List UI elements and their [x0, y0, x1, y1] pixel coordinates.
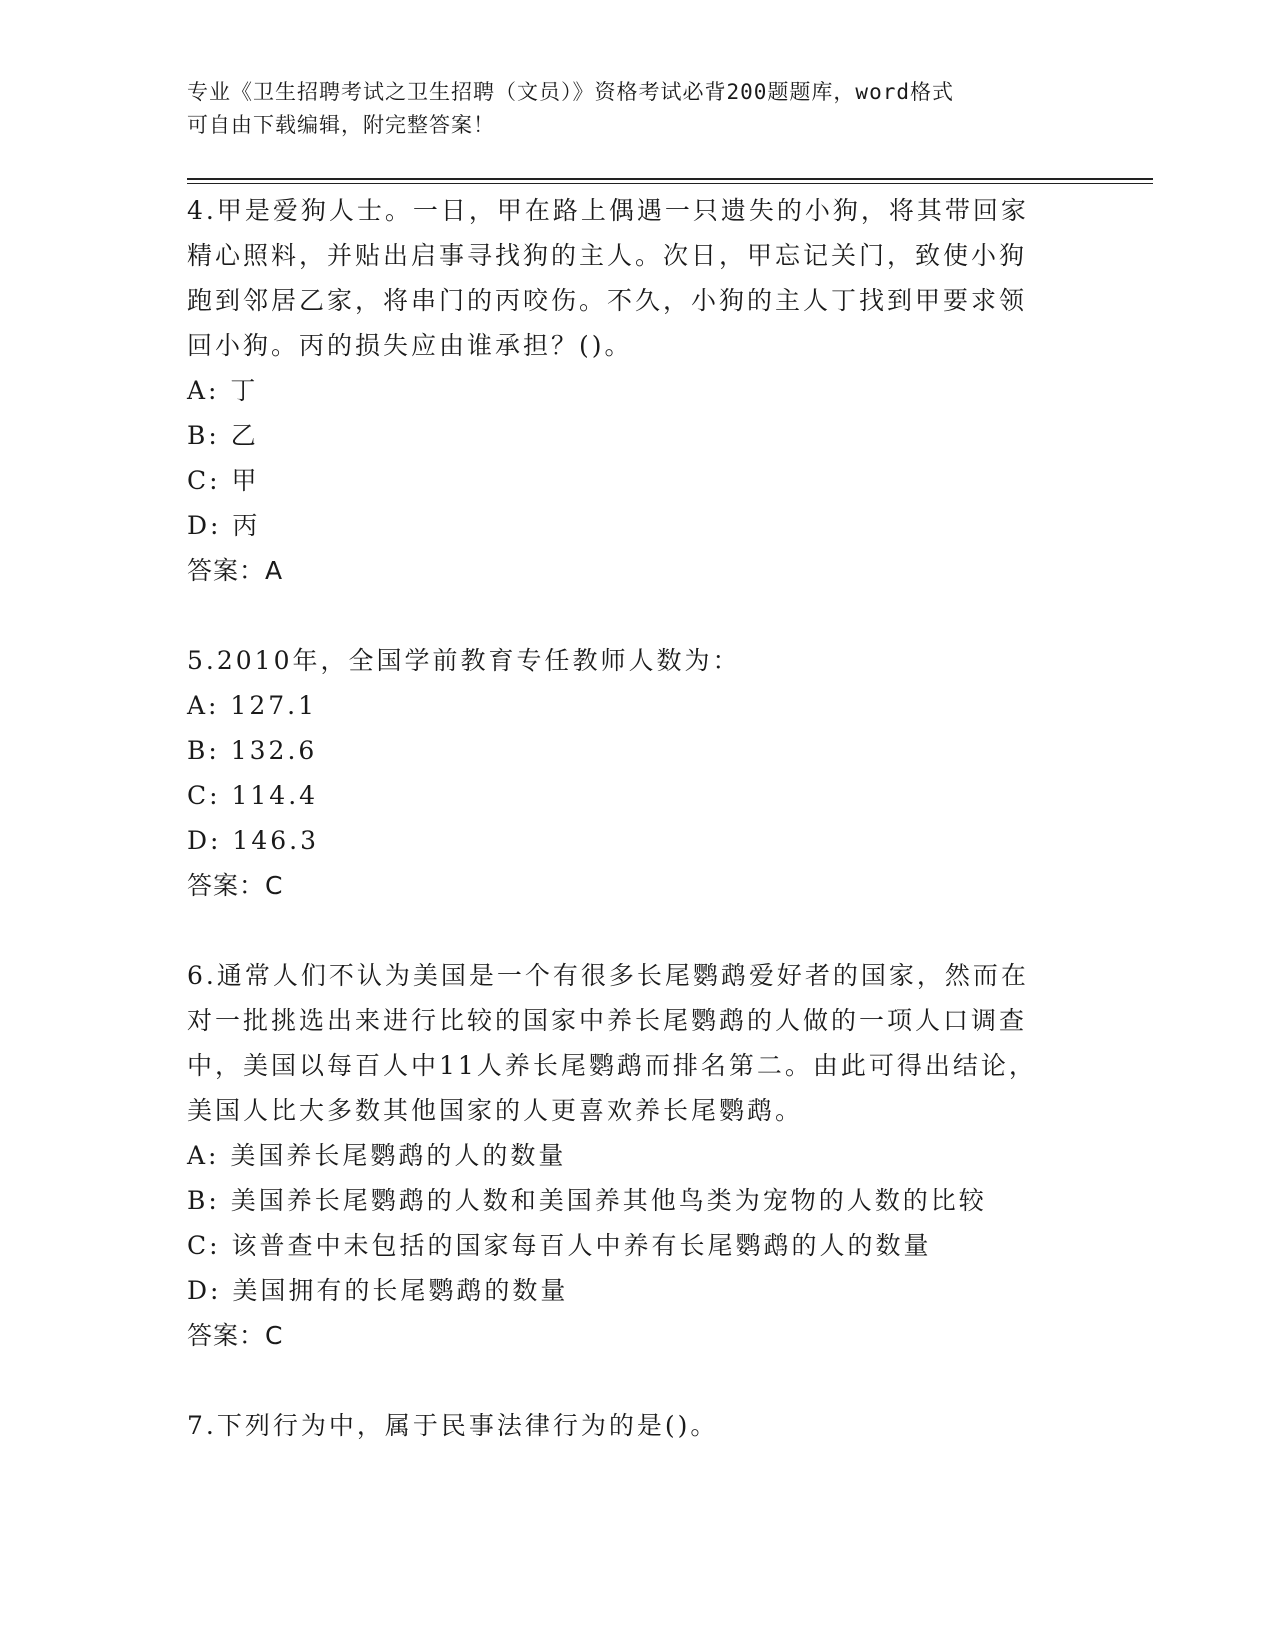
question-list [187, 188, 1087, 1448]
question-spacer [187, 593, 1087, 638]
question-5 [187, 638, 1087, 908]
header-line-1: 专业《卫生招聘考试之卫生招聘（文员）》资格考试必背200题题库，word格式 [187, 80, 954, 104]
option-d: D: 美国拥有的长尾鹦鹉的数量 [187, 1276, 569, 1305]
question-text-line: 中，美国以每百人中11人养长尾鹦鹉而排名第二。由此可得出结论， [187, 1051, 1037, 1080]
question-text-line: 跑到邻居乙家，将串门的丙咬伤。不久，小狗的主人丁找到甲要求领 [187, 286, 1028, 315]
option-b: B: 美国养长尾鹦鹉的人数和美国养其他鸟类为宠物的人数的比较 [187, 1186, 987, 1215]
question-text-line: 对一批挑选出来进行比较的国家中养长尾鹦鹉的人做的一项人口调查 [187, 1006, 1028, 1035]
question-spacer [187, 1358, 1087, 1403]
question-text-line: 美国人比大多数其他国家的人更喜欢养长尾鹦鹉。 [187, 1096, 804, 1125]
question-4 [187, 188, 1087, 593]
option-c: C: 甲 [187, 466, 260, 495]
question-7 [187, 1403, 1087, 1448]
question-spacer [187, 908, 1087, 953]
header-line-2: 可自由下载编辑，附完整答案！ [187, 113, 495, 137]
header-rule-thin [187, 183, 1153, 184]
option-b: B: 132.6 [187, 736, 318, 765]
option-c: C: 114.4 [187, 781, 319, 810]
question-text-line: 7.下列行为中，属于民事法律行为的是()。 [187, 1411, 719, 1440]
question-text-line: 5.2010年，全国学前教育专任教师人数为： [187, 646, 741, 675]
option-a: A: 127.1 [187, 691, 317, 720]
question-text-line: 回小狗。丙的损失应由谁承担？()。 [187, 331, 633, 360]
option-b: B: 乙 [187, 421, 259, 450]
document-header [187, 76, 1067, 142]
question-6 [187, 953, 1087, 1358]
question-text-line: 4.甲是爱狗人士。一日，甲在路上偶遇一只遗失的小狗，将其带回家 [187, 196, 1029, 225]
question-text-line: 精心照料，并贴出启事寻找狗的主人。次日，甲忘记关门，致使小狗 [187, 241, 1028, 270]
question-text-line: 6.通常人们不认为美国是一个有很多长尾鹦鹉爱好者的国家，然而在 [187, 961, 1029, 990]
option-d: D: 丙 [187, 511, 261, 540]
answer-label: 答案：C [187, 871, 284, 900]
option-a: A: 美国养长尾鹦鹉的人的数量 [187, 1141, 567, 1170]
option-a: A: 丁 [187, 376, 259, 405]
answer-label: 答案：C [187, 1321, 284, 1350]
header-rule-thick [187, 178, 1153, 180]
option-d: D: 146.3 [187, 826, 319, 855]
answer-label: 答案：A [187, 556, 284, 585]
option-c: C: 该普查中未包括的国家每百人中养有长尾鹦鹉的人的数量 [187, 1231, 932, 1260]
